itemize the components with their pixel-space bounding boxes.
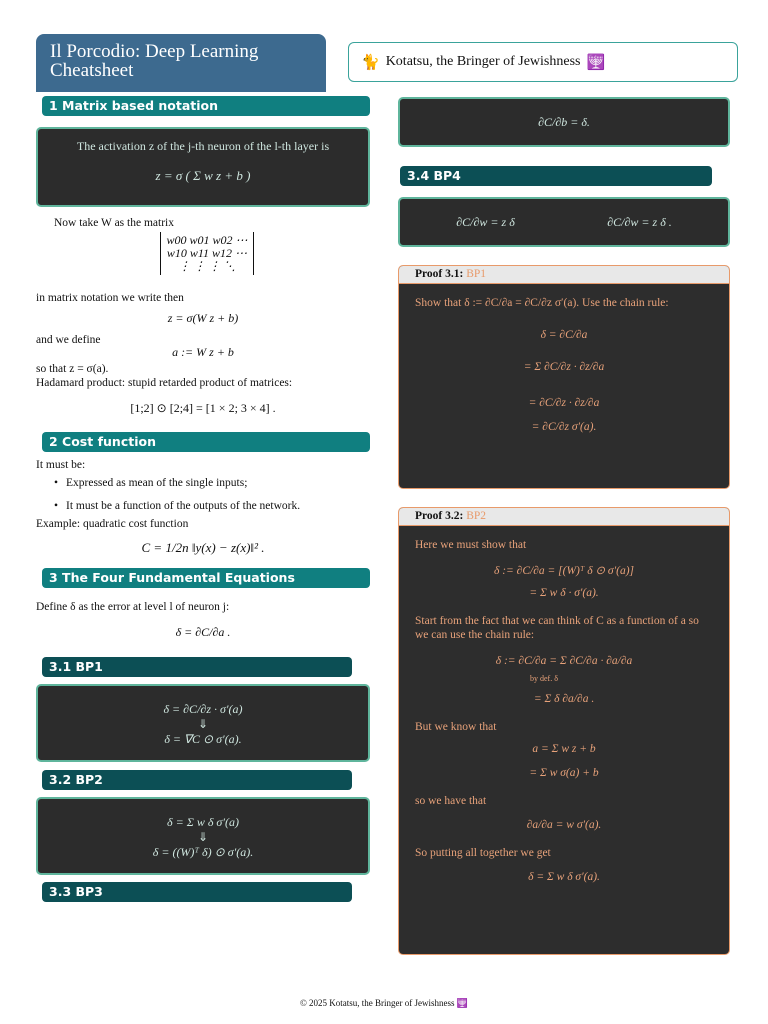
bp1-eq1: δ = ∂C/∂z · σ′(a) (163, 702, 243, 716)
so-that-text: so that z = σ(a). (36, 363, 109, 375)
menorah-icon: 🕎 (586, 54, 606, 71)
p2-putting: So putting all together we get (415, 847, 551, 859)
matrix-row-1: w10 w11 w12 ⋯ (166, 246, 248, 260)
activation-eq: z = σ ( Σ w z + b ) (155, 168, 251, 183)
section-four-equations: 3 The Four Fundamental Equations (42, 568, 370, 588)
define-delta-text: Define δ as the error at level l of neuron j: (36, 601, 230, 613)
p2-eq8: δ = Σ w δ σ′(a). (528, 871, 600, 883)
hadamard-text: Hadamard product: stupid retarded product of matrices: (36, 377, 293, 389)
title-line2: Cheatsheet (50, 60, 134, 81)
proof-bp2 (398, 507, 730, 955)
section-bp4: 3.4 BP4 (400, 166, 712, 186)
we-define-text: and we define (36, 334, 101, 346)
p2-intro: Here we must show that (415, 539, 527, 551)
proof-bp1-body (399, 284, 729, 448)
bp4-box (398, 197, 730, 247)
proof1-intro: Show that δ := ∂C/∂a = ∂C/∂z σ′(a). Use the chain rule: (415, 297, 669, 309)
proof-tag: BP1 (466, 268, 487, 280)
author-name: Kotatsu, the Bringer of Jewishness (385, 54, 581, 69)
proof1-line: = ∂C/∂z σ′(a). (531, 421, 597, 433)
p2-eq3: δ := ∂C/∂a = Σ ∂C/∂a · ∂a/∂a (495, 655, 633, 667)
proof-label: Proof 3.2: (415, 510, 464, 522)
hadamard-eq: [1;2] ⊙ [2;4] = [1 × 2; 3 × 4] . (130, 401, 276, 415)
bp2-box (36, 797, 370, 875)
author-box (348, 42, 738, 82)
bp3-eq: ∂C/∂b = δ. (538, 115, 590, 129)
section-bp1: 3.1 BP1 (42, 657, 352, 677)
footer-text: © 2025 Kotatsu, the Bringer of Jewishness (299, 998, 455, 1008)
must-be-text: It must be: (36, 459, 86, 471)
section-cost-function: 2 Cost function (42, 432, 370, 452)
proof1-line: δ = ∂C/∂a (540, 329, 588, 341)
eq-z: z = σ(W z + b) (167, 311, 239, 325)
proof-bp2-body (399, 526, 729, 898)
p2-know: But we know that (415, 721, 497, 733)
proof1-line: = ∂C/∂z · ∂z/∂a (528, 397, 600, 409)
page-title (36, 34, 326, 92)
list-item: • Expressed as mean of the single inputs; (36, 476, 370, 490)
proof-bp1-header (399, 266, 729, 284)
proof-bp1 (398, 265, 730, 489)
cost-requirements-list (36, 476, 370, 522)
section-bp2: 3.2 BP2 (42, 770, 352, 790)
section-bp3: 3.3 BP3 (42, 882, 352, 902)
example-text: Example: quadratic cost function (36, 518, 189, 530)
proof-tag: BP2 (466, 510, 487, 522)
proof-label: Proof 3.1: (415, 268, 464, 280)
delta-eq: δ = ∂C/∂a . (175, 625, 231, 639)
cost-eq: C = 1/2n ‖y(x) − z(x)‖² . (141, 540, 265, 555)
bp4-eq1: ∂C/∂w = z δ (456, 215, 515, 229)
activation-text: The activation z of the j-th neuron of the l-th layer is (76, 139, 330, 153)
p2-sohave: so we have that (415, 795, 487, 807)
list-item: • It must be a function of the outputs of the network. (36, 499, 370, 513)
implies-arrow: ⇓ (197, 830, 209, 844)
bp2-eq1: δ = Σ w δ σ′(a) (167, 815, 239, 829)
bp3-box (398, 97, 730, 147)
p2-bydef: by def. δ (530, 674, 558, 683)
eq-a: a := W z + b (172, 345, 234, 359)
implies-arrow: ⇓ (197, 717, 209, 731)
menorah-icon: 🕎 (456, 998, 469, 1008)
p2-eq4: = Σ δ ∂a/∂a . (533, 693, 595, 705)
cat-icon: 🐈 (361, 54, 380, 71)
matrix-row-0: w00 w01 w02 ⋯ (166, 233, 248, 247)
p2-eq7: ∂a/∂a = w σ′(a). (526, 819, 602, 831)
p2-eq6: = Σ w σ(a) + b (529, 767, 599, 779)
proof1-line: = Σ ∂C/∂z · ∂z/∂a (523, 361, 605, 373)
take-w-text: Now take W as the matrix (54, 217, 174, 229)
in-matrix-text: in matrix notation we write then (36, 292, 184, 304)
bp4-eq2: ∂C/∂w = z δ . (607, 215, 672, 229)
bp1-eq2: δ = ∇C ⊙ σ′(a). (164, 732, 242, 746)
p2-eq2: = Σ w δ · σ′(a). (529, 587, 599, 599)
bp1-box (36, 684, 370, 762)
section-matrix-notation: 1 Matrix based notation (42, 96, 370, 116)
p2-eq1: δ := ∂C/∂a = [(W)ᵀ δ ⊙ σ′(a)] (493, 565, 634, 577)
footer (0, 998, 768, 1009)
p2-start: Start from the fact that we can think of C as a function of a so we can use the chain rule: (415, 615, 699, 641)
weight-matrix (142, 232, 272, 275)
proof-bp2-header (399, 508, 729, 526)
p2-eq5: a = Σ w z + b (532, 743, 596, 755)
title-line1: Il Porcodio: Deep Learning (50, 41, 259, 62)
activation-box (36, 127, 370, 207)
matrix-row-2: ⋮ ⋮ ⋮ ⋱ (178, 259, 236, 273)
bp2-eq2: δ = ((W)ᵀ δ) ⊙ σ′(a). (152, 845, 254, 859)
